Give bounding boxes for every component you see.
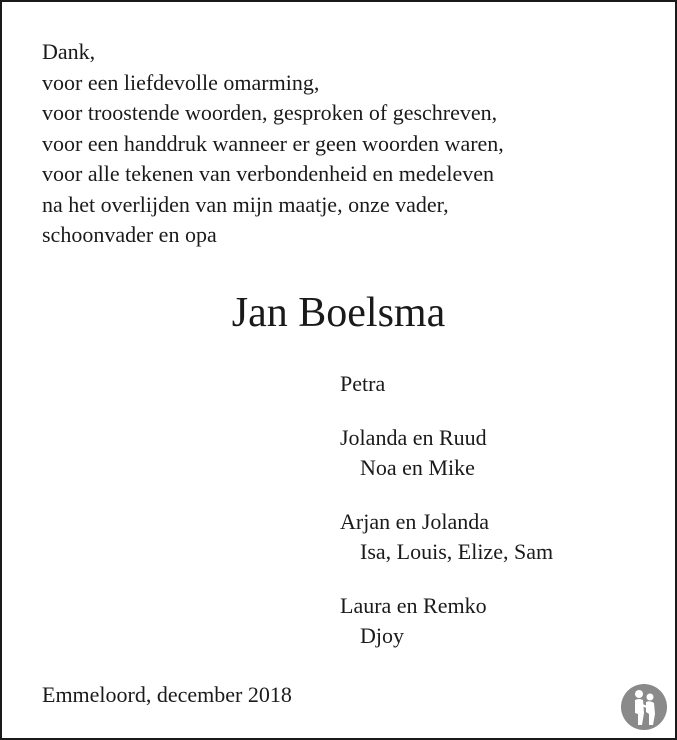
thank-you-text: [42, 37, 504, 251]
intro-line: Dank,: [42, 39, 96, 64]
grandchildren: Djoy: [360, 623, 404, 648]
grandchildren: Isa, Louis, Elize, Sam: [360, 539, 554, 564]
family-member: Petra: [340, 371, 386, 396]
family-member: Laura en Remko: [340, 593, 487, 618]
family-group: [340, 369, 553, 399]
family-group: [340, 423, 553, 483]
grandchildren: Noa en Mike: [360, 455, 475, 480]
memorial-figures-icon: [620, 683, 668, 731]
family-group: [340, 591, 553, 651]
intro-line: voor troostende woorden, gesproken of geschreven,: [42, 100, 498, 125]
family-list: [340, 369, 553, 675]
family-member: Jolanda en Ruud: [340, 425, 487, 450]
deceased-name: Jan Boelsma: [231, 290, 446, 336]
place-date: Emmeloord, december 2018: [42, 682, 292, 707]
intro-line: voor een handdruk wanneer er geen woorden waren,: [42, 130, 504, 156]
family-member: Arjan en Jolanda: [340, 509, 490, 534]
family-group: [340, 507, 553, 567]
intro-line: schoonvader en opa: [42, 222, 217, 247]
intro-line: na het overlijden van mijn maatje, onze vader,: [42, 191, 449, 217]
intro-line: voor een liefdevolle omarming,: [42, 69, 320, 95]
intro-line: voor alle tekenen van verbondenheid en medeleven: [42, 161, 495, 186]
